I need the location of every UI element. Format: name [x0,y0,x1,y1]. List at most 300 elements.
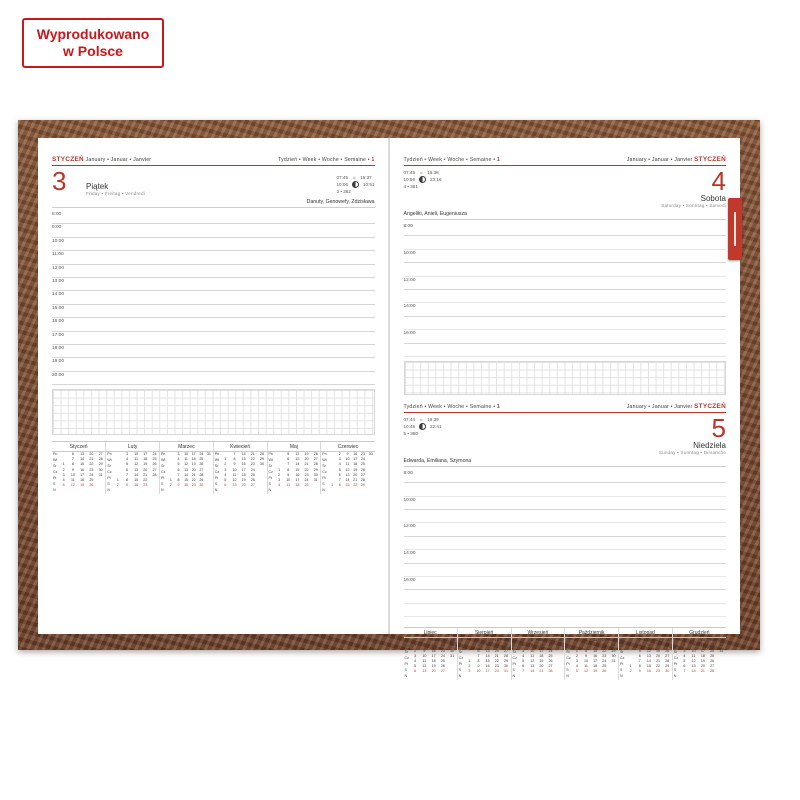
month-day-cell: 19 [80,483,85,488]
dow-label: Wt [161,458,166,463]
month-day-cell: 17 [593,659,598,664]
month-day-cell: 2 [62,467,65,472]
month-day-cell: 30 [719,643,724,648]
month-day-cell: 27 [440,669,445,674]
saturday-notes-grid[interactable] [404,361,727,395]
dow-label: Pt [458,662,463,667]
month-day-cell: 27 [98,452,103,457]
month-day-cell: 9 [423,648,426,653]
saturday-astro [404,170,442,189]
month-day-cell: 7 [287,462,290,467]
dow-labels [404,638,411,680]
month-day-cell: 20 [89,452,94,457]
dow-label: S [107,482,110,487]
hour-label: 14:00 [403,551,416,557]
month-day-cell: 2 [338,452,341,457]
month-day-cell: 29 [450,643,455,648]
sunday-week-label: Tydzień • Week • Woche • Semaine • [403,403,496,410]
hour-row[interactable] [52,211,375,224]
month-day-cell: 25 [250,472,255,477]
month-day-cell: 18 [431,659,436,664]
month-day-cell: 2 [116,483,119,488]
sunday-sun-row [404,417,442,422]
month-day-cell: 6 [71,452,74,457]
month-day-cell: 14 [485,653,490,658]
left-calendar-table [52,442,375,494]
month-day-cell: 29 [719,638,724,643]
month-day-cell: 22 [440,643,445,648]
left-notes-grid[interactable] [52,389,375,435]
month-day-cell: 9 [125,483,128,488]
month-day-cell: 7 [638,659,641,664]
month-day-cell: 18 [353,462,358,467]
month-day-cell: 17 [539,648,544,653]
month-day-cell: 1 [169,478,172,483]
bookmark-tab[interactable] [728,198,742,260]
hour-row[interactable] [404,497,727,510]
dow-label: Pt [161,476,165,481]
month-day-cell: 2 [169,483,172,488]
month-day-cell: 24 [304,478,309,483]
month-day-cell: 20 [143,467,148,472]
month-day-cell: 21 [700,669,705,674]
dow-labels [160,452,167,494]
dow-label: Pt [322,476,326,481]
month-day-cell: 28 [152,472,157,477]
month-day-cell: 12 [646,648,651,653]
month-day-cell: 24 [199,452,204,457]
sunday-namedays: Edwarda, Emiliana, Szymona [403,457,472,464]
month-day-cell: 19 [304,452,309,457]
hour-row[interactable] [52,358,375,371]
dow-label: Śr [512,650,517,655]
hour-row[interactable] [404,470,727,483]
month-day-cell: 1 [278,467,281,472]
month-day-cell: 19 [241,478,246,483]
dow-label: Śr [161,464,165,469]
sunday-hour-list [404,470,727,617]
sun-icon: ☼ [419,170,424,175]
dow-label: Wt [673,644,679,649]
dow-label: S [566,668,569,673]
dow-labels [106,452,113,494]
month-day-cell: 27 [611,638,616,643]
month-days [167,452,213,494]
dow-label: Pt [673,662,678,667]
hour-label: 10:00 [403,497,416,503]
hour-row[interactable] [404,250,727,263]
month-day-cell: 29 [98,462,103,467]
hour-row[interactable] [52,224,375,237]
dow-label: S [673,668,677,673]
month-day-cell: 26 [89,483,94,488]
right-year-calendar [404,627,727,680]
sun-icon: ☼ [352,175,357,180]
month-day-cell: 5 [177,462,180,467]
month-day-cell: 17 [143,452,148,457]
month-day-cell: 16 [431,648,436,653]
month-day-cell: 25 [503,638,508,643]
month-day-cell: 15 [646,664,651,669]
dow-label: Pn [566,638,571,643]
saturday-day-name: Sobota [700,194,726,203]
month-day-cell: 18 [143,457,148,462]
month-day-cell: 7 [423,638,426,643]
month-day-cell: 30 [665,669,670,674]
saturday-month-title [627,156,726,163]
month-day-cell: 14 [646,659,651,664]
left-namedays-row [52,199,375,208]
month-day-cell: 26 [548,659,553,664]
calendar-month-header: Wrzesień [511,628,565,638]
hour-row[interactable] [404,223,727,236]
hour-row-half[interactable] [404,564,727,577]
hour-label: 16:00 [403,331,416,337]
month-days [221,452,267,494]
hour-row-half[interactable] [404,344,727,357]
dow-label: Cz [107,470,112,475]
hour-row[interactable] [404,277,727,290]
month-day-cell: 18 [494,638,499,643]
month-day-cell: 7 [477,653,480,658]
month-day-cell: 15 [700,638,705,643]
month-day-cell: 3 [125,452,128,457]
calendar-month-header: Kwiecień [213,442,267,452]
sunday-day-sub: Sunday • Sonntag • Dimanche [658,449,726,455]
month-day-cell: 4 [338,462,341,467]
month-day-row [572,669,618,674]
month-day-cell: 21 [353,478,358,483]
month-day-cell: 3 [683,648,686,653]
month-day-cell: 30 [557,643,562,648]
month-grid [619,638,672,680]
month-days [680,638,726,680]
calendar-month-header: Marzec [160,442,214,452]
hour-label: 13:00 [52,278,65,284]
dow-label: Pt [620,662,624,667]
month-day-cell: 28 [665,659,670,664]
dow-label: Pt [566,662,570,667]
month-day-cell [257,483,266,488]
sunday-day-name: Niedziela [693,440,726,450]
month-day-cell: 10 [422,653,427,658]
dow-label: Pn [322,452,327,457]
month-day-cell: 6 [224,483,227,488]
hour-row[interactable] [52,265,375,278]
month-day-cell: 23 [656,669,661,674]
hour-label: 16:00 [52,319,65,325]
month-days [519,638,565,680]
sunday-moonset: 22:41 [430,423,442,429]
dow-label: N [214,488,218,493]
hour-label: 12:00 [403,524,416,530]
month-day-row [465,669,511,674]
month-day-cell: 17 [700,648,705,653]
month-day-cell: 13 [530,664,535,669]
month-day-row [167,483,213,488]
dow-label: Pt [268,476,272,481]
dow-label: Cz [53,470,58,475]
month-day-cell: 23 [602,653,607,658]
saturday-sunset: 15:38 [427,170,439,175]
calendar-month-header: Maj [267,442,321,452]
month-day-cell: 9 [477,664,480,669]
month-day-cell: 28 [199,472,204,477]
month-day-cell: 26 [710,659,715,664]
month-day-cell: 8 [177,478,180,483]
calendar-month-cell [160,452,214,495]
hour-label: 11:00 [52,252,64,258]
month-day-cell: 18 [700,653,705,658]
month-day-cell: 7 [125,472,128,477]
left-day-number-wrap [52,168,66,194]
month-day-cell: 30 [313,472,318,477]
left-week-info [278,157,374,163]
month-day-cell: 29 [313,467,318,472]
hour-row-half[interactable] [404,263,727,276]
calendar-month-cell [52,452,106,495]
left-moonrise: 10:06 [336,182,348,187]
dow-label: Śr [268,464,273,469]
month-day-cell: 23 [440,648,445,653]
month-day-cell: 10 [134,452,139,457]
month-day-cell: 16 [700,643,705,648]
hour-row[interactable] [52,345,375,358]
saturday-moonrise: 10:56 [403,177,415,182]
hour-row-half[interactable] [404,604,727,617]
left-day-sub: Friday • Freitag • Vendredi [86,191,145,196]
hour-row[interactable] [52,332,375,345]
month-day-cell: 10 [286,478,291,483]
month-day-cell: 23 [89,467,94,472]
month-day-cell: 19 [593,669,598,674]
month-day-cell: 3 [414,653,417,658]
hour-label: 12:00 [52,265,65,271]
dow-label: N [458,674,462,679]
month-grid [673,638,726,680]
month-day-cell: 9 [531,643,534,648]
hour-row[interactable] [404,523,727,536]
left-namedays: Danuty, Genowefy, Zdzisława [306,199,375,205]
left-month-title [52,156,151,163]
month-day-cell: 28 [450,638,455,643]
saturday-week-number: 1 [496,157,500,163]
month-day-cell: 12 [422,664,427,669]
hour-row[interactable] [52,291,375,304]
month-day-cell: 15 [134,478,139,483]
month-day-cell: 29 [259,457,264,462]
dow-labels [214,452,221,494]
hour-label: 18:00 [52,345,65,351]
month-day-cell: 19 [539,659,544,664]
month-day-cell: 25 [199,457,204,462]
sunday-sunrise: 07:44 [403,416,415,422]
month-day-row [680,669,726,674]
hour-row-half[interactable] [404,483,727,496]
month-day-cell: 29 [557,638,562,643]
month-day-cell: 20 [241,483,246,488]
dow-label: Cz [512,656,517,661]
month-day-cell: 12 [583,669,588,674]
month-day-cell: 11 [485,638,490,643]
dow-label: S [512,668,515,673]
dow-label: Śr [214,464,219,469]
month-day-cell: 18 [241,472,246,477]
hour-label: 15:00 [52,305,65,311]
dow-label: S [161,482,164,487]
month-day-cell: 6 [414,669,417,674]
calendar-month-header: Grudzień [672,628,726,638]
month-day-cell [311,483,320,488]
dow-label: Pn [107,452,112,457]
hour-label: 16:00 [403,578,416,584]
hour-row-half[interactable] [404,290,727,303]
month-day-cell: 14 [345,478,350,483]
hour-row-half[interactable] [404,590,727,603]
month-day-cell: 12 [134,462,139,467]
hour-row[interactable] [52,238,375,251]
month-day-cell: 28 [360,478,365,483]
month-day-cell: 15 [241,457,246,462]
month-day-cell: 4 [224,472,227,477]
left-month-name: STYCZEŃ [52,156,84,163]
hour-row[interactable] [52,278,375,291]
month-day-cell: 5 [575,669,578,674]
dow-labels [52,452,59,494]
month-day-cell: 26 [152,462,157,467]
hour-label: 12:00 [403,277,416,283]
month-day-cell: 18 [656,643,661,648]
dow-label: N [322,488,325,493]
month-grid [565,638,618,680]
dow-label: N [268,488,272,493]
month-day-cell: 13 [184,467,189,472]
hour-row[interactable] [52,318,375,331]
dow-label: S [620,668,623,673]
dow-label: N [107,488,110,493]
month-day-cell: 12 [345,467,350,472]
month-day-cell: 4 [683,653,686,658]
month-day-cell: 4 [62,478,65,483]
month-day-cell: 30 [199,483,204,488]
month-day-cell: 20 [602,638,607,643]
hour-row[interactable] [404,330,727,343]
hour-row-half[interactable] [404,317,727,330]
dow-labels [512,638,519,680]
month-day-cell: 22 [710,638,715,643]
month-day-cell: 14 [431,638,436,643]
month-day-cell: 23 [548,643,553,648]
month-day-cell: 13 [80,452,85,457]
hour-row-half[interactable] [404,510,727,523]
month-grid [404,638,457,680]
month-day-cell: 11 [647,643,651,648]
hour-label: 10:00 [403,250,416,256]
month-day-cell: 5 [477,643,480,648]
month-day-cell: 30 [503,664,508,669]
dow-label: Śr [322,464,326,469]
month-day-cell: 8 [423,643,426,648]
month-day-cell: 26 [665,648,670,653]
hour-row[interactable] [404,577,727,590]
month-day-cell: 7 [233,452,236,457]
dow-label: Śr [404,650,409,655]
dow-label: Śr [53,464,57,469]
saturday-day-number: 4 [711,166,726,196]
month-day-cell [609,669,618,674]
dow-label: Wt [512,644,517,649]
month-day-cell: 24 [360,457,365,462]
month-day-cell: 23 [494,664,499,669]
month-day-cell: 3 [468,669,471,674]
month-day-cell: 15 [80,462,85,467]
month-day-cell: 25 [440,659,445,664]
month-grid [52,452,105,494]
month-day-cell: 1 [116,478,119,483]
sunday-astro-col [404,417,442,436]
dow-label: Pn [512,638,517,643]
month-day-cell: 1 [522,638,525,643]
month-day-cell: 16 [485,664,490,669]
month-day-cell: 29 [360,483,365,488]
month-day-cell: 29 [199,478,204,483]
planner-book [18,120,760,679]
hour-row[interactable] [52,372,375,385]
saturday-hour-list [404,223,727,357]
month-day-cell: 22 [89,462,94,467]
hour-row[interactable] [52,251,375,264]
dow-label: Pt [404,662,408,667]
hour-row[interactable] [404,550,727,563]
month-day-cell: 20 [700,664,705,669]
month-day-cell: 2 [629,669,632,674]
calendar-month-cell [213,452,267,495]
month-day-cell: 24 [548,648,553,653]
half-moon-icon [419,423,426,430]
month-day-cell: 11 [71,478,75,483]
month-day-cell: 15 [539,638,544,643]
month-day-cell: 29 [503,659,508,664]
hour-row-half[interactable] [404,236,727,249]
dow-labels [619,638,626,680]
hour-row-half[interactable] [404,537,727,550]
dow-label: Śr [620,650,624,655]
month-day-cell: 1 [468,659,471,664]
month-day-cell: 14 [241,452,246,457]
dow-label: Wt [214,458,220,463]
sunday-astro [404,417,442,436]
hour-row[interactable] [52,305,375,318]
month-day-cell: 8 [287,467,290,472]
month-day-cell: 16 [539,643,544,648]
calendar-month-header: Styczeń [52,442,106,452]
dow-label: Śr [673,650,678,655]
month-day-cell: 17 [295,478,300,483]
calendar-month-cell [267,452,321,495]
badge-line-2: w Polsce [63,43,123,59]
dow-label: Pn [404,638,409,643]
month-day-cell: 28 [710,669,715,674]
month-day-cell: 10 [184,452,189,457]
month-day-cell: 16 [80,467,85,472]
calendar-month-cell [619,638,673,681]
month-day-cell: 5 [338,467,341,472]
month-day-cell: 14 [593,643,598,648]
hour-row[interactable] [404,303,727,316]
dow-label: N [620,674,623,679]
saturday-header [404,156,727,166]
left-astro-col [337,175,375,194]
